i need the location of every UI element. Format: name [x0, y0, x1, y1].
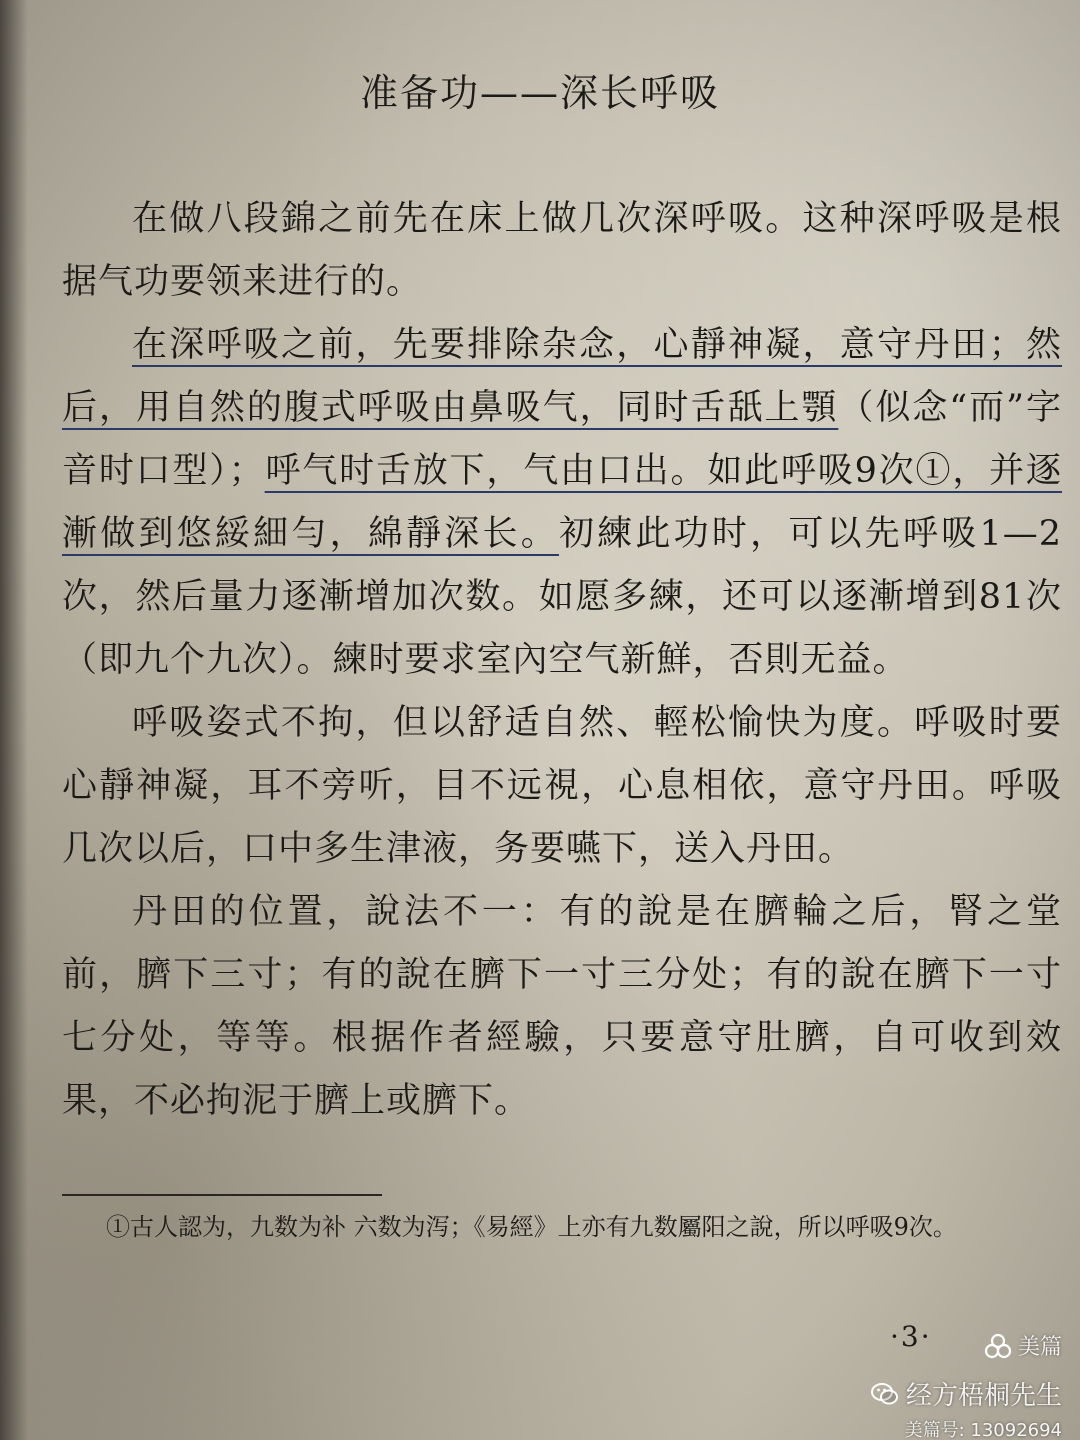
paragraph-2 — [62, 314, 1062, 692]
watermark — [802, 1330, 1062, 1440]
footnote-divider — [62, 1194, 382, 1196]
paragraph-4: 丹田的位置，說法不一：有的說是在臍輪之后，腎之堂前，臍下三寸；有的說在臍下一寸三分处；有的說在臍下一寸七分处，等等。根据作者經驗，只要意守肚臍，自可收到效果，不必拘泥于臍上或臍下。 — [62, 892, 1062, 1121]
watermark-brand-row — [802, 1330, 1062, 1361]
watermark-author: 经方梧桐先生 — [905, 1381, 1062, 1411]
paragraph-3: 呼吸姿式不拘，但以舒适自然、輕松愉快为度。呼吸时要心靜神凝，耳不旁听，目不远視，心息相依，意守丹田。呼吸几次以后，口中多生津液，务要嚥下，送入丹田。 — [62, 703, 1062, 869]
underlined-passage-2: 呼气时舌放下，气由口出。如此呼吸9次①，并逐漸做到悠綏細勻，綿靜深长。 — [62, 451, 1062, 554]
footnote: ①古人認为，九数为补 六数为泻；《易經》上亦有九数屬阳之說，所以呼吸9次。 — [106, 1213, 957, 1241]
wechat-icon — [870, 1380, 898, 1408]
meipian-logo-icon — [984, 1332, 1012, 1360]
plain-passage-2: 初練此功时，可以先呼吸1—2次，然后量力逐漸增加次数。如愿多練，还可以逐漸增到81次（即九个九次）。練时要求室內空气新鮮，否則无益。 — [62, 514, 1062, 680]
page-number: ·3· — [890, 1320, 932, 1353]
paragraph-1: 在做八段錦之前先在床上做几次深呼吸。这种深呼吸是根据气功要领来进行的。 — [62, 199, 1062, 302]
spine-shadow — [0, 0, 28, 1440]
watermark-account: 美篇号: 13092694 — [904, 1420, 1062, 1440]
underlined-passage-1: 在深呼吸之前，先要排除杂念，心靜神凝，意守丹田；然后，用自然的腹式呼吸由鼻吸气，同时舌舐上顎 — [62, 325, 1062, 428]
watermark-brand: 美篇 — [1017, 1335, 1062, 1360]
page-title: 准备功——深长呼吸 — [359, 71, 720, 115]
plain-passage-1: （似念“而”字音时口型）； — [62, 388, 1062, 491]
body-text — [62, 188, 1062, 1133]
watermark-author-row — [802, 1375, 1062, 1412]
